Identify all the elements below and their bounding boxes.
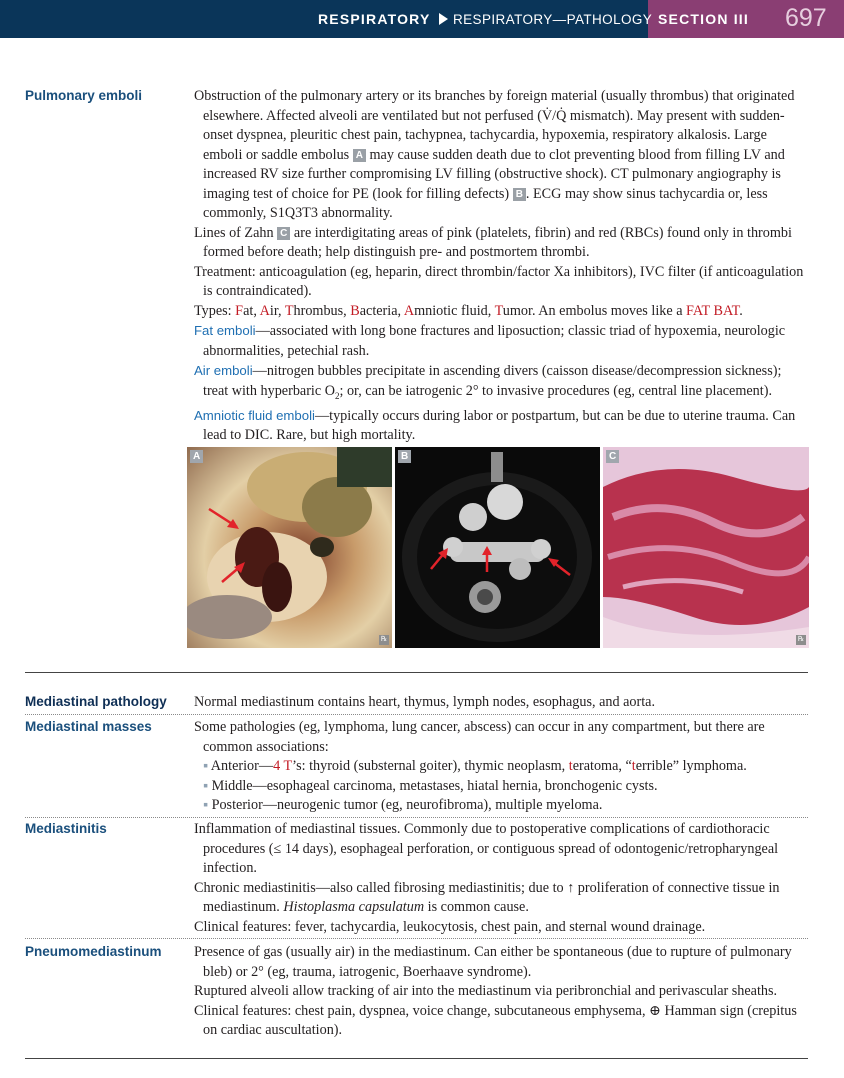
figure-panel-a-gross-specimen (187, 447, 392, 648)
pe-air-emboli: Air emboli—nitrogen bubbles precipitate in ascending divers (caisson disease/decompression sickness); treat with hyperbaric $O_2$; or, can be iatrogenic 2° to invasive procedures (eg, central line placement). (194, 363, 782, 401)
figure-ref-a: A (353, 149, 366, 162)
mediastinitis-body (194, 820, 804, 937)
section-label: SECTION III (658, 11, 749, 27)
gross-specimen-image (187, 447, 392, 648)
chapter-title: RESPIRATORY (318, 11, 431, 27)
pe-types: Types: Fat, Air, Thrombus, Bacteria, Amniotic fluid, Tumor. An embolus moves like a FAT BAT. (194, 302, 743, 319)
row-divider (25, 938, 808, 939)
mediastinitis-p3: Clinical features: fever, tachycardia, leukocytosis, chest pain, and sternal wound drainage. (194, 918, 706, 935)
pe-fat-emboli: Fat emboli—associated with long bone fractures and liposuction; classic triad of hypoxemia, neurologic abnormalities, petechial rash. (194, 323, 786, 359)
mnemonic-fat-bat: FAT BAT (686, 302, 740, 319)
mediastinal-pathology-text: Normal mediastinum contains heart, thymus, lymph nodes, esophagus, and aorta. (194, 694, 656, 710)
list-item-posterior: ▪ Posterior—neurogenic tumor (eg, neurofibroma), multiple myeloma. (203, 797, 603, 813)
figure-label-a: A (190, 450, 203, 463)
mediastinal-pathology-body (194, 693, 804, 713)
list-item-anterior: ▪ Anterior—4 T’s: thyroid (substernal goiter), thymic neoplasm, teratoma, “terrible” lymphoma. (203, 758, 747, 774)
ct-scan-image (395, 447, 600, 648)
copyright-icon: ℞ (797, 636, 805, 643)
pe-amniotic-emboli: Amniotic fluid emboli—typically occurs during labor or postpartum, but can be due to uterine trauma. Can lead to DIC. Rare, but high mortality. (194, 407, 796, 444)
pneumomediastinum-p3: Clinical features: chest pain, dyspnea, voice change, subcutaneous emphysema, ⊕ Hamman sign (crepitus on cardiac auscultation). (194, 1002, 797, 1038)
mediastinitis-p1: Inflammation of mediastinal tissues. Commonly due to postoperative complications of cardiothoracic procedures (≤ 14 days), esophageal perforation, or contiguous spread of odontogenic/retropharyngeal infection. (194, 821, 779, 876)
pe-paragraph-1: Obstruction of the pulmonary artery or its branches by foreign material (usually thrombus) that originated elsewhere. Affected alveoli are ventilated but not perfused (V̇/Q̇ mismatch). May present with sudden-onset dyspnea, pleuritic chest pain, tachypnea, tachycardia, hypoxemia, respiratory alkalosis. Large emboli or saddle embolus A may cause sudden death due to clot preventing blood from filling LV and increased RV size further compromising LV filling (obstructive shock). CT pulmonary angiography is imaging test of choice for PE (look for filling defects) B . ECG may show sinus tachycardia or, less commonly, S1Q3T3 abnormality. (194, 88, 795, 221)
topic-mediastinal-pathology: Mediastinal pathology (25, 694, 167, 709)
bottom-divider (25, 1058, 808, 1059)
mediastinal-masses-body (194, 718, 804, 816)
pneumomediastinum-body (194, 943, 804, 1041)
figure-label-c: C (606, 450, 619, 463)
pneumomediastinum-p1: Presence of gas (usually air) in the mediastinum. Can either be spontaneous (due to rupture of pulmonary bleb) or 2° (eg, trauma, iatrogenic, Boerhaave syndrome). (194, 944, 792, 980)
figure-panel-b-ct-angiography (395, 447, 600, 648)
topic-mediastinal-masses: Mediastinal masses (25, 719, 152, 734)
page-number: 697 (785, 4, 827, 32)
pe-treatment: Treatment: anticoagulation (eg, heparin, direct thrombin/factor Xa inhibitors), IVC filter (if anticoagulation is contraindicated). (194, 263, 804, 299)
figure-panel-c-histology (603, 447, 809, 648)
histology-image (603, 447, 809, 648)
row-divider (25, 714, 808, 715)
figure-ref-b: B (513, 188, 526, 201)
topic-mediastinitis: Mediastinitis (25, 821, 107, 836)
pneumomediastinum-p2: Ruptured alveoli allow tracking of air into the mediastinum via peribronchial and perivascular sheaths. (194, 983, 778, 999)
figure-label-b: B (398, 450, 411, 463)
row-divider (25, 817, 808, 818)
section-divider (25, 672, 808, 673)
pe-paragraph-2: Lines of Zahn C are interdigitating areas of pink (platelets, fibrin) and red (RBCs) found only in thrombi formed before death; help distinguish pre- and postmortem thrombi. (194, 224, 792, 260)
topic-pulmonary-emboli: Pulmonary emboli (25, 88, 143, 103)
mediastinal-masses-intro: Some pathologies (eg, lymphoma, lung cancer, abscess) can occur in any compartment, but there are common associations: (194, 719, 765, 755)
breadcrumb-arrow-icon (439, 13, 448, 25)
breadcrumb: RESPIRATORY—PATHOLOGY (453, 12, 653, 27)
figure-ref-c: C (277, 227, 290, 240)
list-item-middle: ▪ Middle—esophageal carcinoma, metastases, hiatal hernia, bronchogenic cysts. (203, 777, 658, 794)
page-header (0, 0, 844, 38)
mediastinitis-p2: Chronic mediastinitis—also called fibrosing mediastinitis; due to ↑ proliferation of connective tissue in mediastinum. Histoplasma capsulatum is common cause. (194, 879, 780, 915)
topic-pneumomediastinum: Pneumomediastinum (25, 944, 162, 959)
increase-arrow-icon: ↑ (567, 879, 575, 896)
copyright-icon: ℞ (380, 636, 388, 643)
pulmonary-emboli-body (194, 87, 804, 446)
